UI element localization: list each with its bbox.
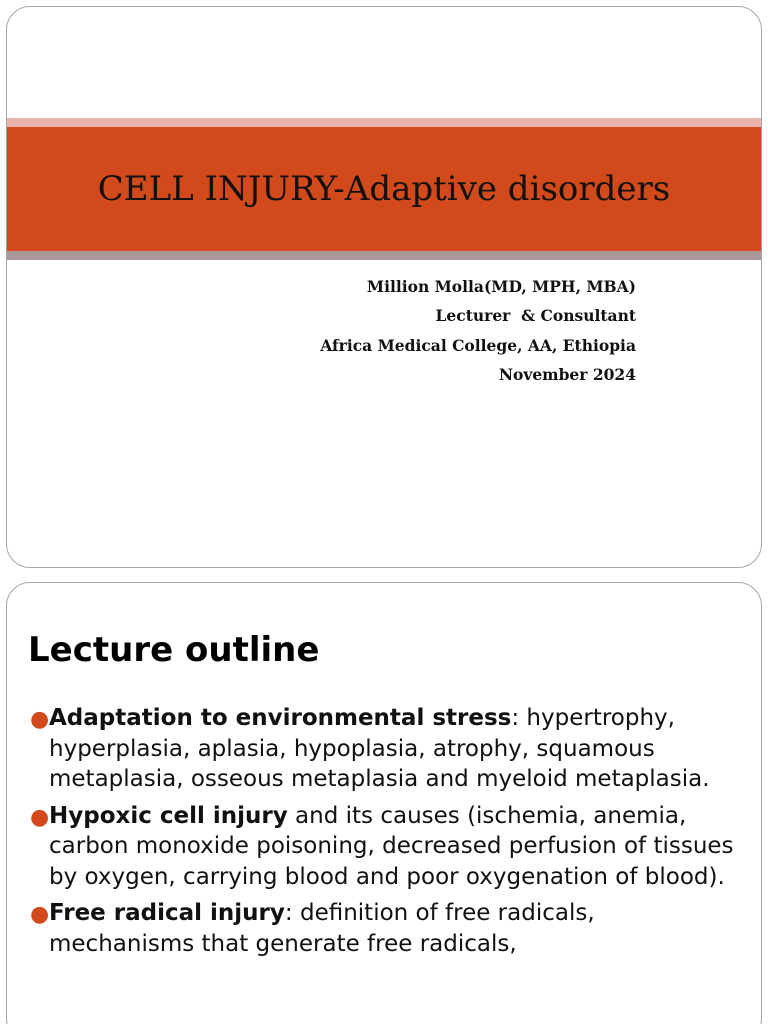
outline-item	[23, 801, 743, 893]
outline-slide	[6, 582, 762, 1024]
title-band-bottom	[7, 251, 761, 260]
outline-list	[23, 703, 743, 965]
outline-item-lead: Hypoxic cell injury	[49, 802, 288, 829]
outline-heading: Lecture outline	[28, 630, 320, 670]
outline-item	[23, 898, 743, 959]
presenter-institution: Africa Medical College, AA, Ethiopia	[320, 335, 636, 355]
title-band-top	[7, 118, 761, 127]
outline-item	[23, 703, 743, 795]
presenter-info	[320, 272, 636, 389]
title-slide	[6, 6, 762, 568]
presenter-role: Lecturer & Consultant	[435, 306, 636, 326]
outline-item-text: : definition of free radicals, mechanisms that generate free radicals,	[49, 900, 595, 957]
bullet-icon: ●	[30, 804, 50, 830]
bullet-icon: ●	[30, 707, 50, 732]
presenter-name: Million Molla(MD, MPH, MBA)	[366, 277, 636, 296]
slide-title: CELL INJURY-Adaptive disorders	[97, 169, 671, 209]
presentation-date: November 2024	[498, 364, 636, 384]
outline-item-text: and its causes (ischemia, anemia, carbon monoxide poisoning, decreased perfusion of tissues by oxygen, carrying blood and poor oxygenation of blood).	[49, 802, 734, 890]
outline-item-text: : hypertrophy, hyperplasia, aplasia, hypoplasia, atrophy, squamous metaplasia, osseous metaplasia and myeloid metaplasia.	[49, 705, 710, 792]
outline-item-lead: Free radical injury	[49, 900, 285, 926]
bullet-icon: ●	[30, 902, 50, 927]
outline-item-lead: Adaptation to environmental stress	[49, 705, 512, 731]
